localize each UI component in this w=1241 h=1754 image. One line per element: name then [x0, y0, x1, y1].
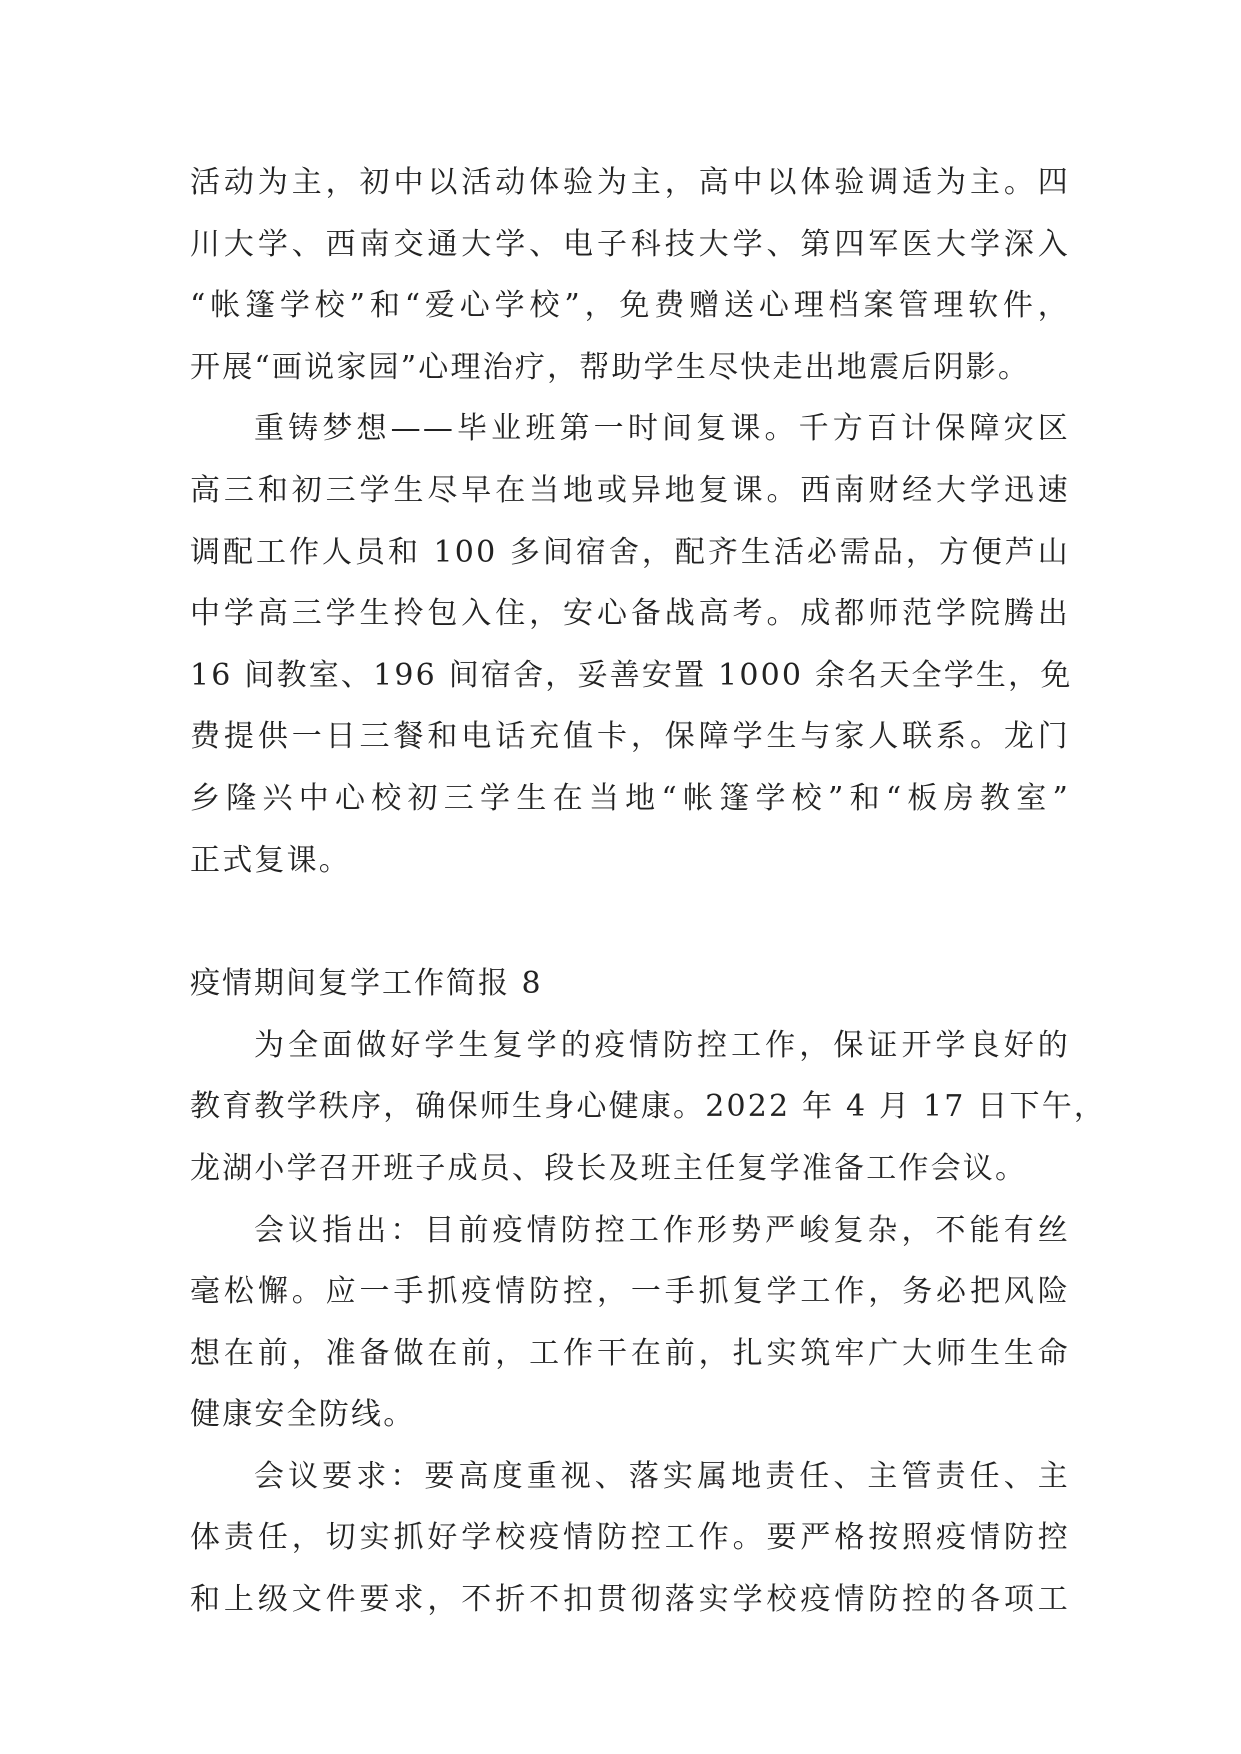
- section-spacer: [190, 891, 1070, 953]
- text-line: 教育教学秩序，确保师生身心健康。2022 年 4 月 17 日下午，: [190, 1089, 1107, 1125]
- document-body: [190, 152, 1107, 1631]
- text-line: 龙湖小学召开班子成员、段长及班主任复学准备工作会议。: [190, 1150, 1028, 1186]
- text-line: 体责任，切实抓好学校疫情防控工作。要严格按照疫情防控: [190, 1520, 1070, 1556]
- text-line: 和上级文件要求，不折不扣贯彻落实学校疫情防控的各项工: [190, 1582, 1070, 1618]
- text-line: 为全面做好学生复学的疫情防控工作，保证开学良好的: [254, 1027, 1070, 1063]
- text-line: 中学高三学生拎包入住，安心备战高考。成都师范学院腾出: [190, 596, 1070, 632]
- text-line: 重铸梦想——毕业班第一时间复课。千方百计保障灾区: [254, 411, 1070, 447]
- paragraph-graduating-classes: [190, 398, 1073, 891]
- text-line: 费提供一日三餐和电话充值卡，保障学生与家人联系。龙门: [190, 719, 1070, 755]
- paragraph-psychological-support: [190, 152, 1070, 398]
- text-line: “帐篷学校”和“爱心学校”，免费赠送心理档案管理软件，: [190, 288, 1070, 324]
- text-line: 开展“画说家园”心理治疗，帮助学生尽快走出地震后阴影。: [190, 349, 1031, 385]
- text-line: 乡隆兴中心校初三学生在当地“帐篷学校”和“板房教室”: [190, 780, 1070, 816]
- text-line: 川大学、西南交通大学、电子科技大学、第四军医大学深入: [190, 226, 1070, 262]
- text-line: 想在前，准备做在前，工作干在前，扎实筑牢广大师生生命: [190, 1335, 1070, 1371]
- text-line: 健康安全防线。: [190, 1397, 416, 1433]
- text-line: 会议要求：要高度重视、落实属地责任、主管责任、主: [254, 1458, 1070, 1494]
- text-line: 毫松懈。应一手抓疫情防控，一手抓复学工作，务必把风险: [190, 1274, 1070, 1310]
- text-line: 正式复课。: [190, 842, 351, 878]
- section-heading: 疫情期间复学工作简报 8: [190, 966, 543, 1002]
- text-line: 高三和初三学生尽早在当地或异地复课。西南财经大学迅速: [190, 472, 1070, 508]
- paragraph-intro: [190, 1015, 1107, 1200]
- paragraph-meeting-requirements: [190, 1446, 1070, 1631]
- text-line: 会议指出：目前疫情防控工作形势严峻复杂，不能有丝: [254, 1212, 1070, 1248]
- text-line: 活动为主，初中以活动体验为主，高中以体验调适为主。四: [190, 165, 1070, 200]
- text-line: 调配工作人员和 100 多间宿舍，配齐生活必需品，方便芦山: [190, 534, 1070, 570]
- text-line: 16 间教室、196 间宿舍，妥善安置 1000 余名天全学生，免: [190, 657, 1073, 693]
- paragraph-meeting-points: [190, 1200, 1070, 1446]
